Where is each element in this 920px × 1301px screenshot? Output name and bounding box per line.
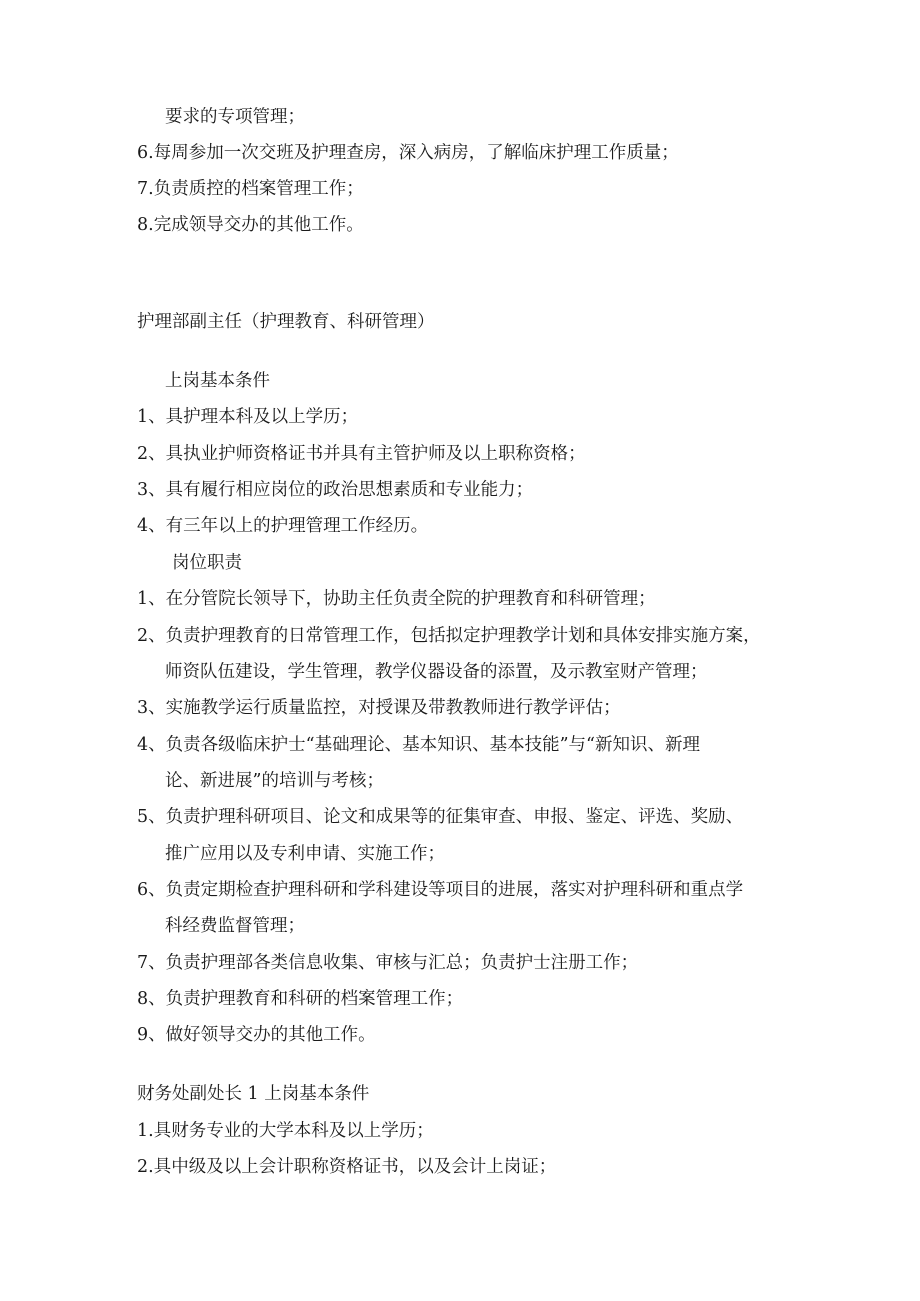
item-continuation: 师资队伍建设，学生管理，教学仪器设备的添置，及示教室财产管理；: [165, 662, 708, 682]
list-item: [137, 588, 656, 610]
item-text: 具护理本科及以上学历；: [165, 407, 359, 427]
list-item: [137, 1156, 556, 1178]
section-title: 护理部副主任（护理教育、科研管理）: [137, 312, 435, 332]
list-item: [137, 697, 621, 719]
list-item: [137, 515, 428, 537]
list-item: [137, 214, 364, 236]
item-separator: 、: [148, 516, 166, 536]
item-number: 5: [137, 807, 149, 827]
item-number: 9: [137, 1025, 149, 1045]
item-number: 3: [137, 480, 149, 500]
item-separator: 、: [148, 989, 166, 1009]
list-item: [137, 1024, 376, 1046]
item-number: 1: [137, 407, 149, 427]
item-text: 完成领导交办的其他工作。: [153, 215, 364, 235]
list-item: [137, 879, 743, 901]
item-text: 负责护理教育的日常管理工作，包括拟定护理教学计划和具体安排实施方案，: [165, 626, 761, 646]
item-separator: 、: [148, 953, 166, 973]
item-number: 8: [137, 215, 149, 235]
item-separator: .: [148, 143, 154, 163]
item-separator: .: [148, 1121, 154, 1141]
item-text: 负责各级临床护士“基础理论、基本知识、基本技能”与“新知识、新理: [165, 735, 700, 755]
list-item: [137, 988, 463, 1010]
item-number: 8: [137, 989, 149, 1009]
item-separator: 、: [148, 480, 166, 500]
list-item: [137, 1120, 434, 1142]
item-number: 4: [137, 516, 149, 536]
item-number: 1: [137, 589, 149, 609]
item-separator: 、: [148, 880, 166, 900]
item-continuation: 论、新进展”的培训与考核；: [165, 771, 384, 791]
item-separator: 、: [148, 807, 166, 827]
item-text: 实施教学运行质量监控，对授课及带教教师进行教学评估；: [165, 698, 621, 718]
item-text: 每周参加一次交班及护理查房，深入病房，了解临床护理工作质量；: [153, 143, 679, 163]
item-number: 7: [137, 179, 149, 199]
item-number: 4: [137, 735, 149, 755]
list-item: [137, 443, 586, 465]
item-text: 负责护理科研项目、论文和成果等的征集审查、申报、鉴定、评选、奖励、: [165, 807, 744, 827]
item-separator: 、: [148, 589, 166, 609]
list-item: [137, 952, 638, 974]
item-number: 7: [137, 953, 149, 973]
item-continuation: 推广应用以及专利申请、实施工作；: [165, 844, 445, 864]
list-item: [137, 178, 364, 200]
item-text: 具财务专业的大学本科及以上学历；: [153, 1121, 434, 1141]
duties-heading: 岗位职责: [172, 553, 242, 573]
conditions-heading: 上岗基本条件: [165, 371, 270, 391]
item-text: 负责质控的档案管理工作；: [153, 179, 364, 199]
item-text: 在分管院长领导下，协助主任负责全院的护理教育和科研管理；: [165, 589, 656, 609]
item-text: 负责护理教育和科研的档案管理工作；: [165, 989, 464, 1009]
item-text: 具中级及以上会计职称资格证书，以及会计上岗证；: [153, 1157, 557, 1177]
item-separator: 、: [148, 407, 166, 427]
list-item: [137, 734, 700, 756]
item-text: 做好领导交办的其他工作。: [165, 1025, 376, 1045]
continuation-text: 要求的专项管理；: [165, 107, 305, 127]
item-text: 具执业护师资格证书并具有主管护师及以上职称资格；: [165, 444, 586, 464]
item-separator: 、: [148, 1025, 166, 1045]
item-number: 1: [137, 1121, 149, 1141]
list-item: [137, 479, 533, 501]
item-separator: .: [148, 179, 154, 199]
item-separator: 、: [148, 444, 166, 464]
list-item: [137, 142, 679, 164]
section-title: 财务处副处长 1 上岗基本条件: [137, 1084, 370, 1104]
item-number: 6: [137, 880, 149, 900]
item-separator: 、: [148, 626, 166, 646]
item-number: 2: [137, 626, 149, 646]
item-continuation: 科经费监督管理；: [165, 916, 305, 936]
list-item: [137, 806, 743, 828]
item-separator: 、: [148, 735, 166, 755]
item-separator: 、: [148, 698, 166, 718]
item-number: 2: [137, 1157, 149, 1177]
item-number: 2: [137, 444, 149, 464]
item-text: 有三年以上的护理管理工作经历。: [165, 516, 429, 536]
item-text: 负责定期检查护理科研和学科建设等项目的进展，落实对护理科研和重点学: [165, 880, 744, 900]
list-item: [137, 406, 358, 428]
item-separator: .: [148, 215, 154, 235]
item-text: 负责护理部各类信息收集、审核与汇总；负责护士注册工作；: [165, 953, 639, 973]
item-separator: .: [148, 1157, 154, 1177]
item-number: 6: [137, 143, 149, 163]
list-item: [137, 625, 761, 647]
item-number: 3: [137, 698, 149, 718]
item-text: 具有履行相应岗位的政治思想素质和专业能力；: [165, 480, 534, 500]
